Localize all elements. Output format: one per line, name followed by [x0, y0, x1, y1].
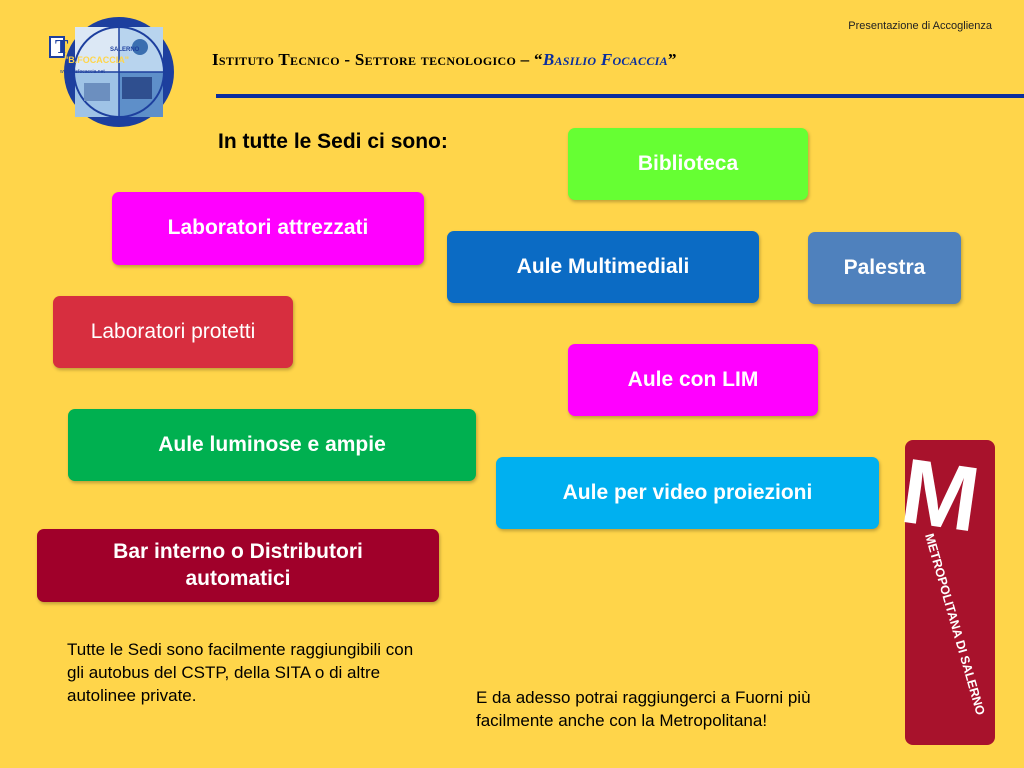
bar-line1: Bar interno o Distributori: [113, 540, 363, 564]
logo-text-main: "B.FOCACCIA": [64, 55, 130, 65]
metro-line1: E da adesso potrai raggiungerci a Fuorni più: [476, 688, 811, 707]
box-bar-distributori: [37, 529, 439, 602]
metro-name: METROPOLITANA DI SALERNO: [922, 531, 988, 717]
metro-line2: facilmente anche con la Metropolitana!: [476, 710, 768, 730]
title-part3: ”: [667, 50, 677, 69]
title-divider: [216, 94, 1024, 98]
metropolitana-logo: [895, 439, 995, 745]
bus-info-text: [67, 639, 497, 708]
box-biblioteca: Biblioteca: [568, 128, 808, 200]
bus-line3: autolinee private.: [67, 685, 197, 705]
box-aule-luminose: Aule luminose e ampie: [68, 409, 476, 481]
logo-text-top: SALERNO: [110, 47, 140, 53]
box-aule-lim: Aule con LIM: [568, 344, 818, 416]
bus-line2: gli autobus del CSTP, della SITA o di altre: [67, 662, 381, 682]
box-laboratori-attrezzati: Laboratori attrezzati: [112, 192, 424, 265]
title-school-name: Basilio Focaccia: [542, 50, 668, 69]
box-laboratori-protetti: Laboratori protetti: [53, 296, 293, 368]
title-part1: Istituto Tecnico - Settore tecnologico – “: [212, 50, 543, 69]
presentation-label: Presentazione di Accoglienza: [848, 20, 992, 32]
metro-letter: M: [895, 439, 986, 552]
svg-text:T: T: [55, 36, 69, 58]
bar-line2: automatici: [185, 566, 291, 590]
logo-text-url: www.itisfocaccia.net: [60, 69, 105, 75]
box-aule-video: Aule per video proiezioni: [496, 457, 879, 529]
box-palestra: Palestra: [808, 232, 961, 304]
bus-line1: Tutte le Sedi sono facilmente raggiungibili con: [67, 640, 414, 659]
school-logo: [55, 15, 176, 129]
metro-info-text: [476, 687, 896, 733]
box-aule-multimediali: Aule Multimediali: [447, 231, 759, 303]
page-title: [212, 50, 677, 70]
section-heading: In tutte le Sedi ci sono:: [218, 130, 448, 153]
